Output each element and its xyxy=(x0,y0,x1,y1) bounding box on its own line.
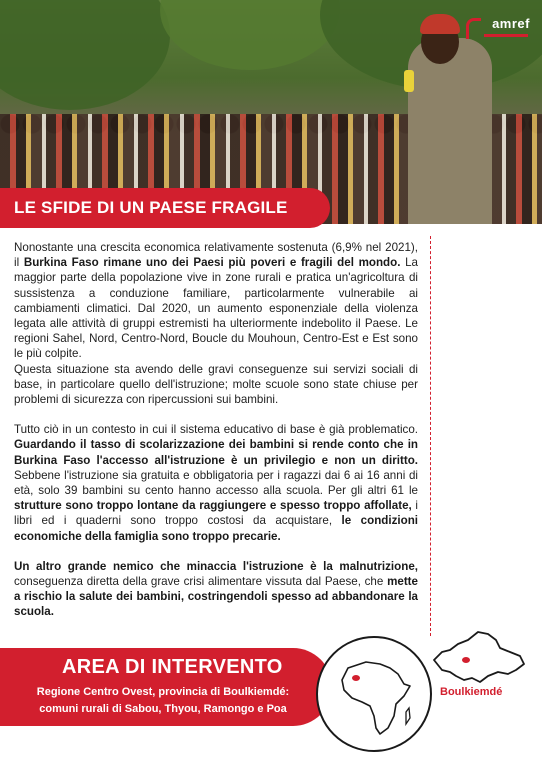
p3-bold-3: le condizioni economiche della famiglia sono troppo precarie. xyxy=(14,514,419,543)
area-line-1: Regione Centro Ovest, provincia di Boulkiemdé: xyxy=(36,686,290,698)
africa-map xyxy=(316,636,432,752)
p3-bold-1: Guardando il tasso di scolarizzazione dei bambini si rende conto che in Burkina Faso l'accesso all'istruzione è un privilegio e non un diritto. xyxy=(14,438,418,467)
section-title-banner xyxy=(0,188,330,228)
burkina-faso-map-icon xyxy=(428,626,528,686)
p3-text-1: Tutto ciò in un contesto in cui il sistema educativo di base è già problematico. xyxy=(14,423,418,437)
paragraph-4 xyxy=(14,559,418,620)
speaker-hat xyxy=(420,14,460,34)
p1-bold-1: Burkina Faso rimane uno dei Paesi più poveri e fragili del mondo. xyxy=(23,256,401,270)
boulkiemde-label: Boulkiemdé xyxy=(440,686,503,698)
p3-text-2: Sebbene l'istruzione sia gratuita e obbligatoria per i ragazzi dai 6 ai 16 anni di età, solo 39 bambini su cento hanno accesso alla scuola. Per gli altri 61 le xyxy=(14,468,418,498)
tree-canopy xyxy=(160,0,340,70)
speaker-figure xyxy=(408,38,492,224)
p4-text-1: conseguenza diretta della grave crisi alimentare vissuta dal Paese, che xyxy=(14,575,388,589)
africa-map-icon xyxy=(318,638,430,750)
section-title: LE SFIDE DI UN PAESE FRAGILE xyxy=(14,198,288,217)
logo-text: amref xyxy=(492,16,530,31)
area-line-2: comuni rurali di Sabou, Thyou, Ramongo e Poa xyxy=(39,703,287,715)
body-text xyxy=(14,240,418,620)
burkina-marker xyxy=(352,675,360,681)
paragraph-2: Questa situazione sta avendo delle gravi conseguenze sui servizi sociali di base, in particolare quello dell'istruzione; molte scuole sono state chiuse per problemi di sicurezza con ripercussioni sui bambini. xyxy=(14,362,418,407)
paragraph-gap xyxy=(14,544,418,559)
area-title: AREA DI INTERVENTO xyxy=(62,656,283,678)
p3-text-3: i libri ed i quaderni sono troppo costosi da acquistare, xyxy=(14,499,419,528)
p4-bold-2: mette a rischio la salute dei bambini, costringendoli spesso ad abbandonare la scuola. xyxy=(14,575,418,619)
p3-bold-2: strutture sono troppo lontane da raggiungere e spesso troppo affollate, xyxy=(14,499,412,513)
paragraph-1 xyxy=(14,240,418,362)
tree-canopy xyxy=(0,0,170,110)
dashed-divider xyxy=(430,236,431,636)
amref-logo xyxy=(466,16,530,56)
amref-logo-mark xyxy=(466,18,481,39)
paragraph-gap xyxy=(14,407,418,422)
p4-bold-1: Un altro grande nemico che minaccia l'istruzione è la malnutrizione, xyxy=(14,559,418,573)
area-banner xyxy=(0,648,332,726)
burkina-faso-map xyxy=(428,626,528,686)
p1-text-2: La maggior parte della popolazione vive in zone rurali e pratica un'agricoltura di sussistenza a conduzione familiare, particolarmente vulnerabile ai cambiamenti climatici. Dal 2020, un aumento esponenziale della violenza legata alle attività di gruppi estremisti ha ulteriormente indebolito il Paese. Le regioni Sahel, Nord, Centro-Nord, Boucle du Mouhoun, Centro-Est e Est sono le più colpite. xyxy=(14,256,419,361)
logo-underline xyxy=(484,34,528,37)
microphone xyxy=(404,70,414,92)
boulkiemde-marker xyxy=(462,657,470,663)
paragraph-3 xyxy=(14,422,418,544)
p1-text-1: Nonostante una crescita economica relativamente sostenuta (6,9% nel 2021), il xyxy=(14,241,418,270)
